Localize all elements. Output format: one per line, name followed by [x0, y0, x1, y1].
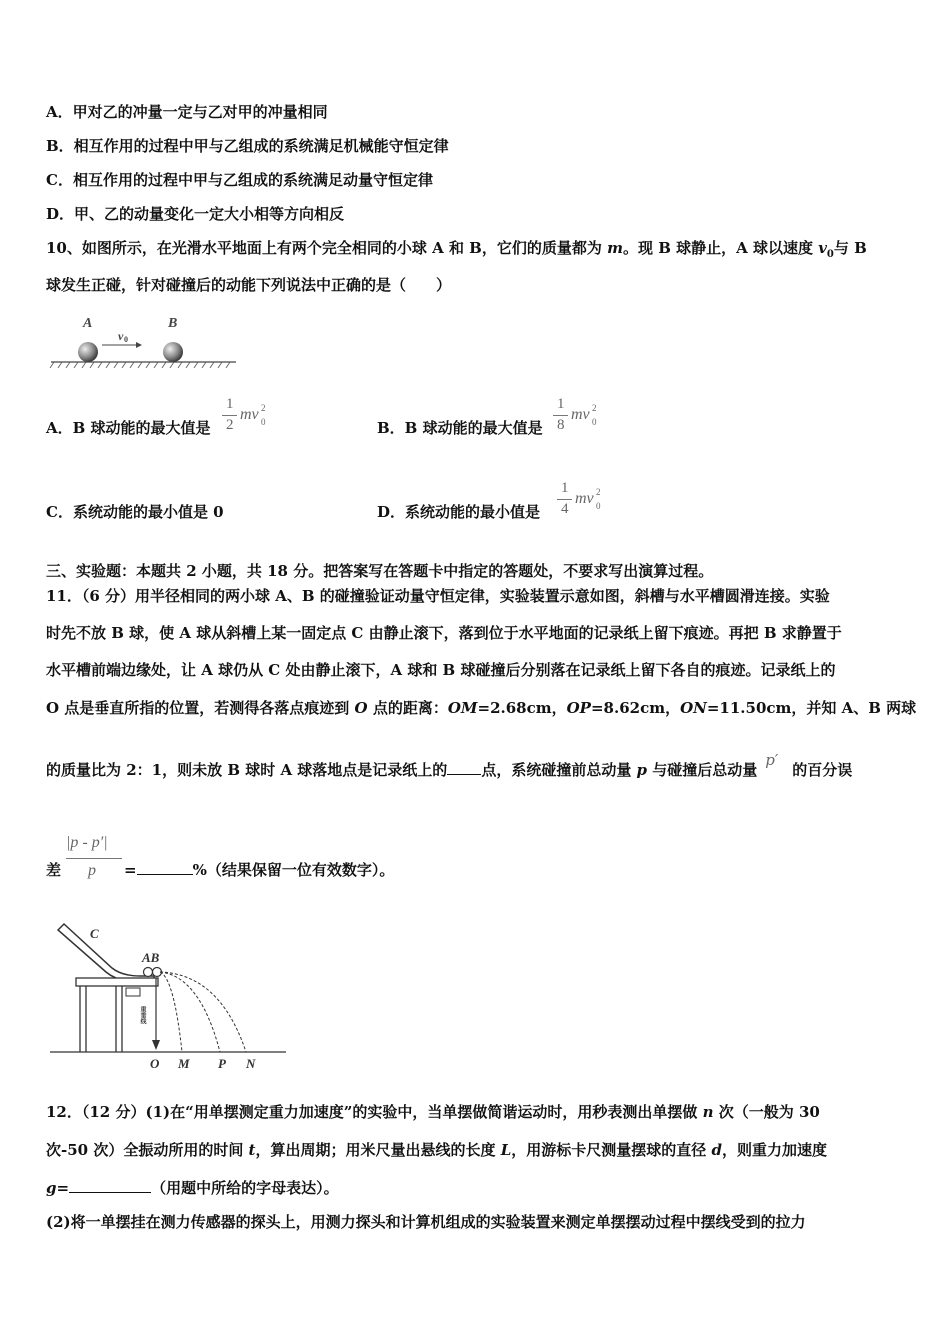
- q11-line-6-suffix: %（结果保留一位有效数字）。: [192, 861, 395, 879]
- q12-line-2-e: ，则重力加速度: [722, 1141, 828, 1159]
- q11-fig-o-label: O: [150, 1056, 160, 1071]
- q11-om-value: =2.68cm，: [477, 699, 567, 717]
- frac-b-sub: 0: [592, 417, 597, 427]
- q11-fig-p-label: P: [218, 1056, 226, 1071]
- frac-a-numerator: 1: [226, 396, 234, 412]
- frac-b-bar: [553, 415, 568, 416]
- q12-line-4: (2)将一单摆挂在测力传感器的探头上，用测力探头和计算机组成的实验装置来测定单摆摆动过程中摆线受到的拉力: [46, 1213, 806, 1231]
- q12-blank-g-expression[interactable]: [69, 1178, 151, 1193]
- q10-velocity-symbol: v: [818, 239, 827, 257]
- q11-line-5: [46, 751, 853, 780]
- q11-point-o: O: [354, 699, 368, 717]
- ball-a-label: A: [83, 316, 93, 331]
- q10-option-d: D．系统动能的最小值是: [377, 503, 541, 521]
- q11-p-symbol: p: [636, 761, 648, 779]
- q11-blank-landing-point[interactable]: [447, 760, 481, 775]
- q11-fraction-numerator: |p - p′|: [66, 834, 108, 851]
- q11-blank-percent-error[interactable]: [137, 860, 193, 875]
- q9-option-c: C．相互作用的过程中甲与乙组成的系统满足动量守恒定律: [46, 171, 433, 189]
- q10-stem-text-c: 与 B: [833, 239, 867, 257]
- q10-stem-text-b: 。现 B 球静止，A 球以速度: [622, 239, 819, 257]
- q12-t-symbol: t: [248, 1141, 256, 1159]
- q11-on-symbol: ON: [680, 699, 707, 717]
- frac-a-sub: 0: [261, 417, 266, 427]
- q12-l-symbol: L: [500, 1141, 512, 1159]
- q10-stem-line-1: [46, 238, 867, 265]
- frac-a-denominator: 2: [226, 417, 234, 433]
- q11-apparatus-figure: [50, 918, 290, 1076]
- q12-line-1-b: 次（一般为 30: [713, 1103, 820, 1121]
- q10-velocity-subscript: 0: [826, 249, 834, 260]
- velocity-label-sub: 0: [124, 335, 128, 344]
- frac-b-numerator: 1: [557, 396, 565, 412]
- q12-line-2-b: ，算出周期；用米尺量出悬线的长度: [255, 1141, 501, 1159]
- q11-line-5-d: 的百分误: [792, 761, 853, 779]
- q11-ball-a: [144, 968, 153, 977]
- q10-option-c: C．系统动能的最小值是 0: [46, 503, 224, 521]
- q11-line-5-b: 点，系统碰撞前总动量: [481, 761, 637, 779]
- q10-collision-figure: [46, 310, 241, 372]
- frac-d-sup: 2: [596, 487, 601, 497]
- q12-line-2: [46, 1140, 827, 1160]
- q12-line-3-equals: =: [56, 1179, 70, 1197]
- q11-line-4-b: 点的距离：: [367, 699, 448, 717]
- q10-mass-symbol: m: [607, 239, 623, 257]
- q10-stem-line-2: 球发生正碰，针对碰撞后的动能下列说法中正确的是（ ）: [46, 276, 452, 294]
- q10-option-a: A．B 球动能的最大值是: [46, 419, 211, 437]
- q11-line-2: 时先不放 B 球，使 A 球从斜槽上某一固定点 C 由静止滚下，落到位于水平地面的记录纸上留下痕迹。再把 B 求静置于: [46, 624, 842, 642]
- frac-a-mv: mv: [240, 406, 259, 423]
- ball-a: [78, 342, 98, 362]
- q12-line-1-a: 12．（12 分）(1)在“用单摆测定重力加速度”的实验中，当单摆做简谐运动时，用秒表测出单摆做: [46, 1103, 703, 1121]
- q12-d-symbol: d: [711, 1141, 722, 1159]
- frac-b-sup: 2: [592, 403, 597, 413]
- frac-b-mv: mv: [571, 406, 590, 423]
- q10-stem-text-a: 10、如图所示，在光滑水平地面上有两个完全相同的小球 A 和 B，它们的质量都为: [46, 239, 608, 257]
- q11-line-3: 水平槽前端边缘处，让 A 球仍从 C 处由静止滚下，A 球和 B 球碰撞后分别落在记录纸上留下各自的痕迹。记录纸上的: [46, 661, 836, 679]
- q11-line-6: [124, 860, 394, 880]
- q9-option-d: D．甲、乙的动量变化一定大小相等方向相反: [46, 205, 345, 223]
- q11-fraction-bar: [66, 858, 122, 859]
- q11-fig-plumb-label: 重垂线: [139, 1006, 145, 1024]
- q10-option-b: B．B 球动能的最大值是: [377, 419, 543, 437]
- q12-line-2-a: 次-50 次）全振动所用的时间: [46, 1141, 249, 1159]
- velocity-label: v: [118, 329, 124, 343]
- frac-d-bar: [557, 499, 572, 500]
- q12-line-3: [46, 1178, 339, 1198]
- q11-on-value: =11.50cm，并知 A、B 两球: [706, 699, 917, 717]
- q11-line-6-prefix: 差: [46, 861, 62, 879]
- q12-line-2-c: ，用游标卡尺测量摆球的直径: [511, 1141, 712, 1159]
- q12-n-symbol: n: [702, 1103, 714, 1121]
- frac-d-sub: 0: [596, 501, 601, 511]
- q11-op-symbol: OP: [566, 699, 591, 717]
- q11-line-5-a: 的质量比为 2：1，则未放 B 球时 A 球落地点是记录纸上的: [46, 761, 448, 779]
- q11-fig-n-label: N: [246, 1056, 256, 1071]
- q12-line-3-b: （用题中所给的字母表达）。: [151, 1179, 339, 1197]
- q12-g-symbol: g: [46, 1179, 57, 1197]
- q11-fig-ab-label: AB: [142, 950, 160, 965]
- q11-line-6-equals: =: [124, 861, 137, 879]
- q11-fig-m-label: M: [178, 1056, 190, 1071]
- q11-line-4-a: O 点是垂直所指的位置，若测得各落点痕迹到: [46, 699, 355, 717]
- q11-line-4: [46, 698, 916, 718]
- q11-om-symbol: OM: [447, 699, 478, 717]
- q11-line-1: 11．（6 分）用半径相同的两小球 A、B 的碰撞验证动量守恒定律，实验装置示意如图，斜槽与水平槽圆滑连接。实验: [46, 587, 830, 605]
- q9-option-a: A．甲对乙的冲量一定与乙对甲的冲量相同: [46, 103, 328, 121]
- section-3-heading: 三、实验题：本题共 2 小题，共 18 分。把答案写在答题卡中指定的答题处，不要求写出演算过程。: [46, 562, 714, 580]
- q11-op-value: =8.62cm，: [590, 699, 681, 717]
- q11-fig-c-label: C: [90, 926, 99, 941]
- ball-b: [163, 342, 183, 362]
- frac-b-denominator: 8: [557, 417, 565, 433]
- q11-p-prime-symbol: p′: [765, 751, 779, 769]
- q11-line-5-c: 与碰撞后总动量: [647, 761, 758, 779]
- frac-d-mv: mv: [575, 490, 594, 507]
- q11-fraction-denominator: p: [88, 862, 96, 879]
- frac-d-denominator: 4: [561, 501, 569, 517]
- q12-line-1: [46, 1102, 820, 1122]
- frac-d-numerator: 1: [561, 480, 569, 496]
- frac-a-bar: [222, 415, 237, 416]
- frac-a-sup: 2: [261, 403, 266, 413]
- ball-b-label: B: [168, 316, 178, 331]
- q9-option-b: B．相互作用的过程中甲与乙组成的系统满足机械能守恒定律: [46, 137, 449, 155]
